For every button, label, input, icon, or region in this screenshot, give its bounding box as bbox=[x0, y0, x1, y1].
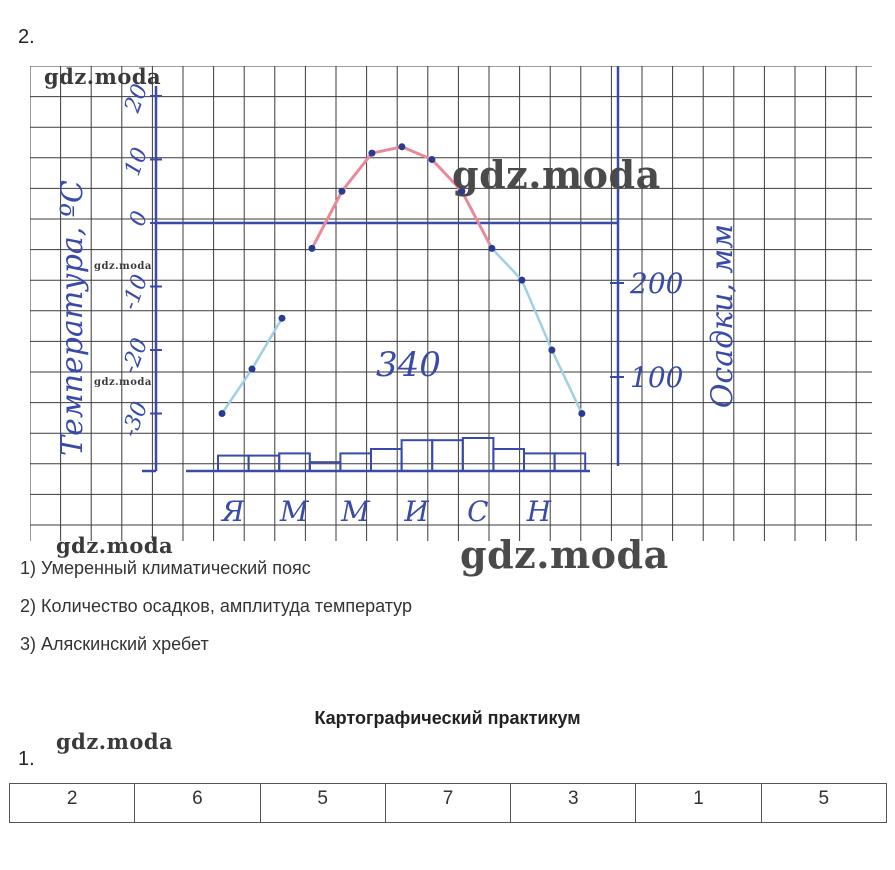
temperature-point bbox=[338, 188, 345, 195]
task-2-number: 2. bbox=[18, 26, 35, 48]
temperature-tick-label: 10 bbox=[120, 144, 154, 180]
month-label: С bbox=[467, 495, 489, 528]
temperature-tick-label: -10 bbox=[117, 271, 154, 314]
climate-chart-svg bbox=[30, 66, 872, 541]
month-label: М bbox=[279, 495, 309, 528]
temperature-point bbox=[488, 245, 495, 252]
temperature-curve-segment bbox=[492, 248, 582, 413]
temperature-point bbox=[398, 143, 405, 150]
temperature-point bbox=[219, 410, 226, 417]
temperature-axis-label: Температура, ºС bbox=[55, 180, 90, 456]
month-label: М bbox=[341, 495, 370, 528]
precipitation-axis-label: Осадки, мм bbox=[705, 223, 740, 409]
precipitation-total-annotation: 340 bbox=[376, 345, 441, 385]
table-cell: 6 bbox=[135, 784, 260, 823]
table-cell: 2 bbox=[10, 784, 135, 823]
watermark: gdz.moda bbox=[56, 729, 174, 754]
temperature-point bbox=[308, 245, 315, 252]
table-cell: 7 bbox=[385, 784, 510, 823]
temperature-point bbox=[368, 150, 375, 157]
table-cell: 5 bbox=[761, 784, 886, 823]
precipitation-tick-label: 100 bbox=[630, 361, 684, 394]
answer-3: 3) Аляскинский хребет bbox=[20, 634, 209, 654]
temperature-point bbox=[278, 315, 285, 322]
temperature-tick-label: 20 bbox=[120, 80, 154, 116]
temperature-point bbox=[518, 277, 525, 284]
watermark: gdz.moda bbox=[56, 533, 174, 558]
precipitation-bars bbox=[218, 438, 585, 471]
month-label: Я bbox=[221, 495, 245, 528]
watermark: gdz.moda bbox=[94, 261, 152, 272]
answer-2: 2) Количество осадков, амплитуда температур bbox=[20, 596, 412, 616]
temperature-point bbox=[248, 366, 255, 373]
month-label: Н bbox=[526, 495, 552, 528]
month-label: И bbox=[404, 495, 429, 528]
watermark: gdz.moda bbox=[44, 64, 162, 89]
watermark: gdz.moda bbox=[460, 532, 669, 577]
table-cell: 5 bbox=[260, 784, 385, 823]
table-cell: 3 bbox=[511, 784, 636, 823]
temperature-point bbox=[428, 156, 435, 163]
table-row bbox=[10, 784, 887, 823]
table-cell: 1 bbox=[636, 784, 761, 823]
task-1-number: 1. bbox=[18, 748, 35, 770]
temperature-point bbox=[578, 410, 585, 417]
temperature-tick-label: -20 bbox=[117, 334, 154, 377]
temperature-tick-label: 0 bbox=[124, 207, 154, 230]
temperature-point bbox=[548, 347, 555, 354]
watermark: gdz.moda bbox=[94, 377, 152, 388]
axis-ticks bbox=[118, 81, 684, 440]
precipitation-tick-label: 200 bbox=[630, 267, 684, 300]
climate-chart bbox=[30, 66, 872, 541]
answer-table bbox=[9, 783, 887, 823]
temperature-tick-label: -30 bbox=[117, 398, 154, 441]
watermark: gdz.moda bbox=[452, 152, 661, 197]
section-title: Картографический практикум bbox=[314, 708, 581, 728]
answer-1: 1) Умеренный климатический пояс bbox=[20, 558, 311, 578]
